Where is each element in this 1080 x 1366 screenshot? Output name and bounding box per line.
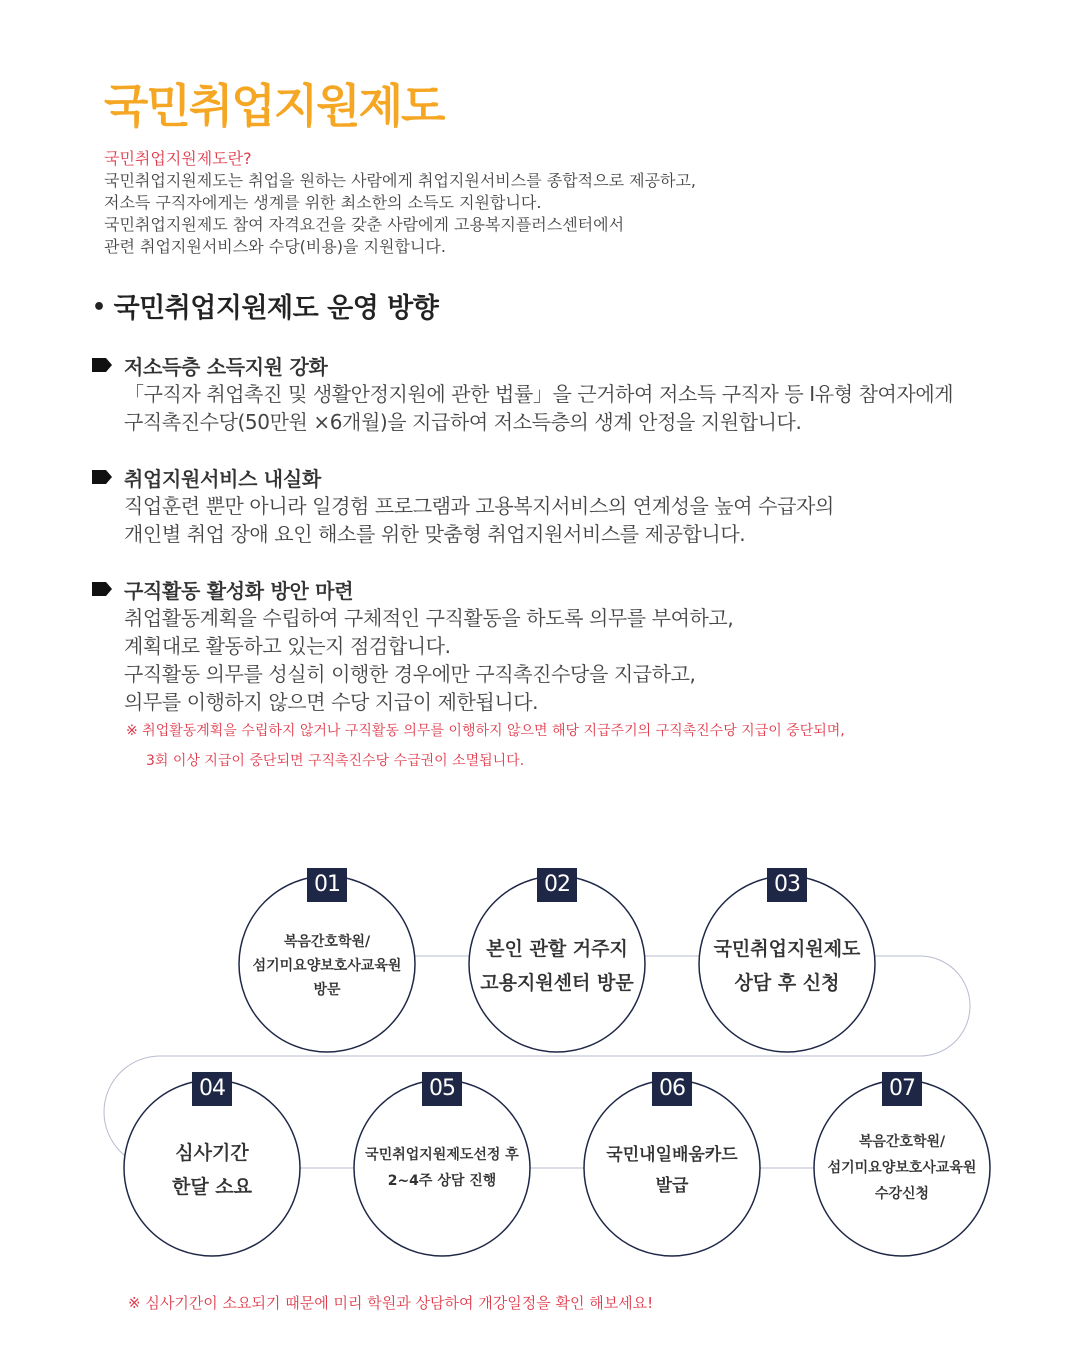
step-6-text xyxy=(584,1138,760,1204)
intro-line: 국민취업지원제도 참여 자격요건을 갖춘 사람에게 고용복지플러스센터에서 xyxy=(104,215,625,234)
step-line: 복음간호학원/ xyxy=(283,934,371,950)
page-title: 국민취업지원제도 xyxy=(104,79,444,133)
step-line: 섬기미요양보호사교육원 xyxy=(827,1160,977,1176)
note-line: 3회 이상 지급이 중단되면 구직촉진수당 수급권이 소멸됩니다. xyxy=(146,753,525,769)
step-number-badge: 06 xyxy=(652,1072,692,1106)
step-line: 수강신청 xyxy=(874,1186,930,1202)
step-line: 발급 xyxy=(655,1176,689,1196)
step-number-badge: 07 xyxy=(882,1072,922,1106)
bottom-note: ※ 심사기간이 소요되기 때문에 미리 학원과 상담하여 개강일정을 확인 해보세요! xyxy=(128,1294,654,1312)
step-line: 국민내일배움카드 xyxy=(606,1145,738,1165)
step-number-badge: 02 xyxy=(537,868,577,902)
step-line: 국민취업지원제도선정 후 xyxy=(365,1147,519,1163)
note-line: ※ 취업활동계획을 수립하지 않거나 구직활동 의무를 이행하지 않으면 해당 지급주기의 구직촉진수당 지급이 중단되며, xyxy=(126,723,845,739)
step-line: 방문 xyxy=(313,982,341,998)
step-number-badge: 01 xyxy=(307,868,347,902)
step-1-text xyxy=(239,916,415,1016)
bullet-dot: • xyxy=(92,295,106,320)
intro-line: 관련 취업지원서비스와 수당(비용)을 지원합니다. xyxy=(104,237,446,256)
step-line: 한달 소요 xyxy=(171,1176,253,1198)
block-line: 「구직자 취업촉진 및 생활안정지원에 관한 법률」을 근거하여 저소득 구직자 등 I유형 참여자에게 xyxy=(124,382,954,406)
block-title: 취업지원서비스 내실화 xyxy=(124,466,321,491)
block-title: 저소득층 소득지원 강화 xyxy=(124,354,328,379)
step-line: 상담 후 신청 xyxy=(734,972,840,994)
step-5-text xyxy=(354,1138,530,1198)
step-2-text xyxy=(469,926,645,1006)
intro-line: 저소득 구직자에게는 생계를 위한 최소한의 소득도 지원합니다. xyxy=(104,193,542,212)
step-line: 섬기미요양보호사교육원 xyxy=(252,958,402,974)
block-line: 개인별 취업 장애 요인 해소를 위한 맞춤형 취업지원서비스를 제공합니다. xyxy=(124,522,746,546)
block-line: 직업훈련 뿐만 아니라 일경험 프로그램과 고용복지서비스의 연계성을 높여 수급자의 xyxy=(124,494,834,518)
step-number-badge: 04 xyxy=(192,1072,232,1106)
step-line: 2~4주 상담 진행 xyxy=(387,1173,497,1189)
block-title: 구직활동 활성화 방안 마련 xyxy=(124,578,354,603)
step-7-text xyxy=(814,1118,990,1218)
step-line: 복음간호학원/ xyxy=(858,1134,946,1150)
intro-question: 국민취업지원제도란? xyxy=(104,149,252,168)
step-number-badge: 03 xyxy=(767,868,807,902)
step-4-text xyxy=(124,1130,300,1210)
block-line: 구직촉진수당(50만원 ×6개월)을 지급하여 저소득층의 생계 안정을 지원합니다. xyxy=(124,410,802,434)
step-line: 고용지원센터 방문 xyxy=(480,972,634,994)
step-line: 국민취업지원제도 xyxy=(713,938,861,960)
block-line: 계획대로 활동하고 있는지 점검합니다. xyxy=(124,634,451,658)
block-line: 취업활동계획을 수립하여 구체적인 구직활동을 하도록 의무를 부여하고, xyxy=(124,606,734,630)
step-number-badge: 05 xyxy=(422,1072,462,1106)
intro-line: 국민취업지원제도는 취업을 원하는 사람에게 취업지원서비스를 종합적으로 제공하고, xyxy=(104,171,697,190)
step-3-text xyxy=(699,926,875,1006)
section-heading-text: 국민취업지원제도 운영 방향 xyxy=(113,293,439,324)
step-line: 본인 관할 거주지 xyxy=(486,938,628,960)
block-line: 의무를 이행하지 않으면 수당 지급이 제한됩니다. xyxy=(124,690,539,714)
block-line: 구직활동 의무를 성실히 이행한 경우에만 구직촉진수당을 지급하고, xyxy=(124,662,696,686)
step-line: 심사기간 xyxy=(175,1142,249,1164)
